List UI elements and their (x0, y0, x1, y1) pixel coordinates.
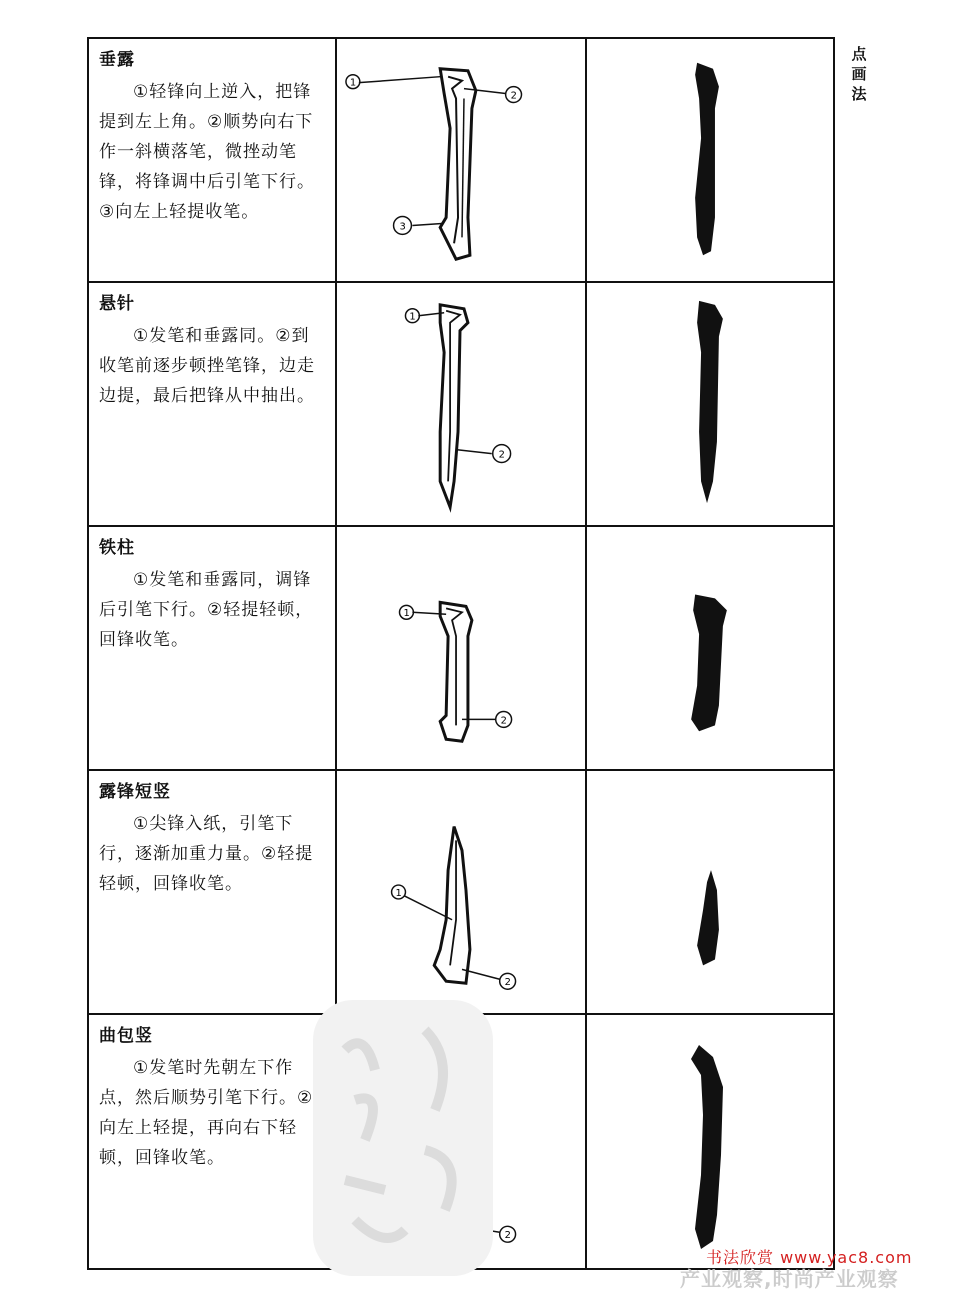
text-cell (89, 771, 337, 1013)
table-row (89, 771, 833, 1015)
diagram-chuilu (337, 39, 585, 281)
stroke-title: 铁柱 (99, 538, 135, 558)
marker-label: 1 (395, 887, 402, 899)
diagram-lufeng-duanshu (337, 771, 585, 1013)
ink-stroke (587, 527, 833, 769)
stroke-diagram (337, 527, 587, 769)
watermark-brand: 书法欣赏 www.yac8.com (706, 1248, 913, 1267)
stroke-diagram (337, 283, 587, 525)
stroke-sample (587, 283, 833, 525)
table-row (89, 283, 833, 527)
text-cell (89, 283, 337, 525)
stroke-title: 露锋短竖 (99, 782, 171, 802)
table-row (89, 527, 833, 771)
stroke-sample (587, 39, 833, 281)
marker-label: 2 (500, 715, 507, 727)
stroke-description: ①轻锋向上逆入，把锋提到左上角。②顺势向右下作一斜横落笔，微挫动笔锋，将锋调中后引笔下行。③向左上轻提收笔。 (99, 82, 315, 222)
marker-label: 2 (498, 449, 506, 461)
ink-stroke (587, 1015, 833, 1268)
marker-label: 1 (403, 608, 410, 620)
stroke-sample (587, 1015, 833, 1268)
stroke-description: ①尖锋入纸，引笔下行，逐渐加重力量。②轻提轻顿，回锋收笔。 (99, 814, 314, 894)
table-row (89, 39, 833, 283)
side-label: 点画法 (851, 45, 867, 103)
stroke-description: ①发笔时先朝左下作点，然后顺势引笔下行。②向左上轻提，再向右下轻顿，回锋收笔。 (99, 1058, 314, 1168)
marker-label: 3 (399, 221, 406, 233)
text-cell (89, 1015, 337, 1268)
marker-label: 2 (504, 1230, 511, 1242)
stroke-title: 垂露 (99, 50, 135, 70)
diagram-tiezhu (337, 527, 585, 769)
marker-label: 2 (510, 90, 517, 102)
text-cell (89, 39, 337, 281)
marker-label: 2 (504, 977, 511, 989)
stroke-diagram (337, 771, 587, 1013)
seal-watermark (305, 990, 505, 1280)
diagram-xuanzhen (337, 283, 585, 525)
stroke-title: 曲包竖 (99, 1026, 153, 1046)
stroke-title: 悬针 (99, 294, 135, 314)
text-cell (89, 527, 337, 769)
stroke-description: ①发笔和垂露同。②到收笔前逐步顿挫笔锋，边走边提，最后把锋从中抽出。 (99, 326, 315, 406)
stroke-description: ①发笔和垂露同，调锋后引笔下行。②轻提轻顿，回锋收笔。 (99, 570, 314, 650)
marker-label: 1 (409, 311, 416, 323)
stroke-diagram (337, 39, 587, 281)
marker-label: 1 (349, 77, 357, 89)
ink-stroke (587, 283, 833, 525)
ink-stroke (587, 39, 833, 281)
stroke-sample (587, 527, 833, 769)
stroke-sample (587, 771, 833, 1013)
ink-stroke (587, 771, 833, 1013)
watermark-sub: 产业观察,时尚产业观察 (680, 1267, 899, 1291)
